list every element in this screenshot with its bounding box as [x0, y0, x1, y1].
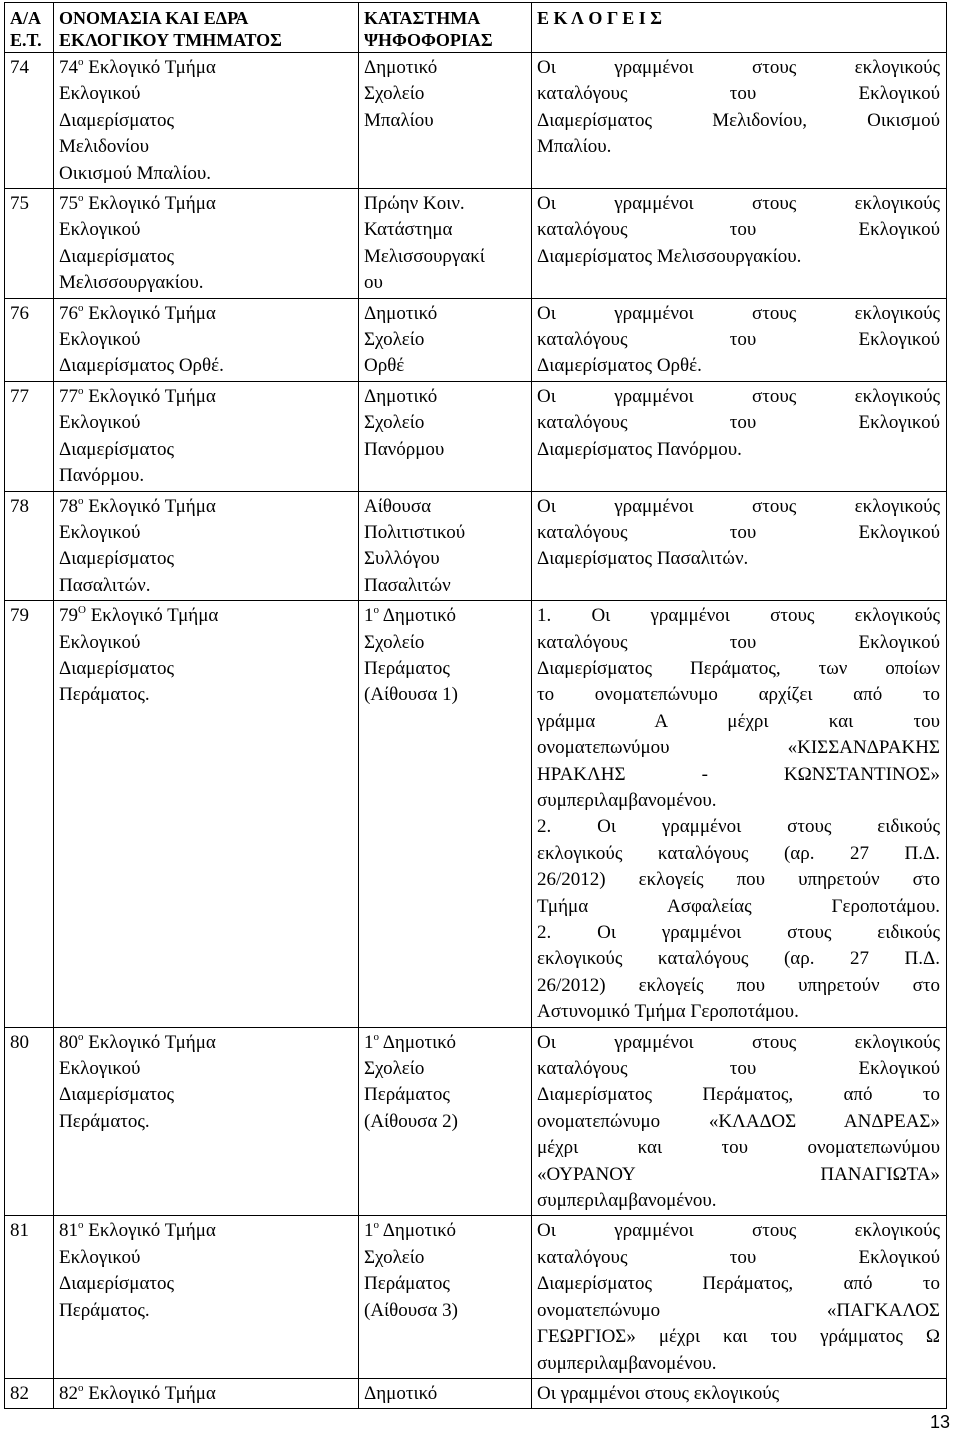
voters-description-line: Τμήμα Ασφαλείας Γεροποτάμου.: [537, 895, 940, 917]
voters-description-line: καταλόγους του Εκλογικού: [537, 631, 940, 653]
voters-description-line: Διαμερίσματος Μελισσουργακίου.: [537, 245, 802, 267]
polling-place-line: Σχολείο: [364, 631, 425, 653]
voters-description: [532, 189, 947, 299]
voters-description-line: Οι γραμμένοι στους εκλογικούς: [537, 1220, 940, 1242]
voters-description-line: το ονοματεπώνυμο αρχίζει από το: [537, 684, 940, 706]
section-name-line: Πασαλιτών.: [59, 574, 151, 596]
voters-description-line: ονοματεπωνύμου «ΚΙΣΣΑΝΔΡΑΚΗΣ: [537, 737, 940, 759]
section-name-line: Διαμερίσματος: [59, 657, 175, 679]
section-name: [54, 491, 359, 601]
table-row: [5, 53, 947, 189]
voters-description-line: καταλόγους του Εκλογικού: [537, 1246, 940, 1268]
polling-place: [359, 53, 532, 189]
polling-place: [359, 1027, 532, 1216]
section-name: [54, 1378, 359, 1408]
polling-place-line: Περάματος: [364, 657, 450, 679]
voters-description: [532, 53, 947, 189]
voters-description-line: καταλόγους του Εκλογικού: [537, 329, 940, 351]
polling-place-line: Ορθέ: [364, 355, 405, 377]
section-name-line: Εκλογικού: [59, 329, 141, 351]
section-name-line: $80^o$ Εκλογικό Τμήμα: [59, 1030, 216, 1053]
header-store: ΚΑΤΑΣΤΗΜΑ ΨΗΦΟΦΟΡΙΑΣ: [359, 3, 532, 53]
section-name-line: $82^o$ Εκλογικό Τμήμα: [59, 1381, 216, 1404]
voters-description-line: καταλόγους του Εκλογικού: [537, 412, 940, 434]
voters-description-line: Οι γραμμένοι στους εκλογικούς: [537, 1031, 940, 1053]
polling-place: [359, 1216, 532, 1378]
section-name-line: Διαμερίσματος: [59, 109, 175, 131]
polling-place-line: Δημοτικό: [364, 385, 438, 407]
voters-description-line: Αστυνομικό Τμήμα Γεροποτάμου.: [537, 1001, 799, 1023]
section-name-line: $75^o$ Εκλογικό Τμήμα: [59, 192, 216, 215]
polling-place-line: (Αίθουσα 2): [364, 1110, 458, 1132]
voters-description-line: Οι γραμμένοι στους εκλογικούς: [537, 495, 940, 517]
voters-description-line: 1. Οι γραμμένοι στους εκλογικούς: [537, 605, 940, 627]
section-name-line: Πανόρμου.: [59, 465, 145, 487]
section-name-line: Εκλογικού: [59, 219, 141, 241]
section-name-line: Διαμερίσματος Ορθέ.: [59, 355, 224, 377]
polling-place-line: Συλλόγου: [364, 548, 440, 570]
voters-description: [532, 491, 947, 601]
table-row: [5, 1378, 947, 1408]
section-name-line: Διαμερίσματος: [59, 245, 175, 267]
voters-description: [532, 381, 947, 491]
polling-place: [359, 1378, 532, 1408]
voters-description: [532, 1378, 947, 1408]
section-name-line: Περάματος.: [59, 684, 150, 706]
section-number: 79: [5, 601, 54, 1028]
section-number: 82: [5, 1378, 54, 1408]
voters-description-line: Διαμερίσματος Πασαλιτών.: [537, 548, 749, 570]
voters-description-line: ονοματεπώνυμο «ΚΛΑΔΟΣ ΑΝΔΡΕΑΣ»: [537, 1110, 940, 1132]
voters-description-line: καταλόγους του Εκλογικού: [537, 83, 940, 105]
section-number: 74: [5, 53, 54, 189]
table-row: [5, 491, 947, 601]
polling-place-line: Περάματος: [364, 1273, 450, 1295]
section-name-line: Εκλογικού: [59, 1058, 141, 1080]
voters-description: [532, 601, 947, 1028]
polling-place-line: Πασαλιτών: [364, 574, 451, 596]
voters-description-line: Μπαλίου.: [537, 136, 612, 158]
polling-place-line: Δημοτικό: [364, 57, 438, 78]
section-name-line: $81^o$ Εκλογικό Τμήμα: [59, 1219, 216, 1242]
voters-description-line: Οι γραμμένοι στους εκλογικούς: [537, 193, 940, 215]
section-name: [54, 601, 359, 1028]
section-name-line: Εκλογικού: [59, 521, 141, 543]
voters-description-line: μέχρι και του ονοματεπωνύμου: [537, 1137, 940, 1159]
voters-description-line: Οι γραμμένοι στους εκλογικούς: [537, 302, 940, 324]
section-name-line: $76^o$ Εκλογικό Τμήμα: [59, 301, 216, 324]
polling-place-line: ου: [364, 272, 383, 294]
polling-place: [359, 491, 532, 601]
table-row: [5, 381, 947, 491]
voters-description-line: «ΟΥΡΑΝΟΥ ΠΑΝΑΓΙΩΤΑ»: [537, 1163, 940, 1185]
voters-description-line: εκλογικούς καταλόγους (αρ. 27 Π.Δ.: [537, 948, 940, 970]
table-row: [5, 298, 947, 381]
polling-place-line: Αίθουσα: [364, 495, 432, 517]
polling-place-line: Πρώην Κοιν.: [364, 193, 465, 215]
voters-description-line: Διαμερίσματος Πανόρμου.: [537, 438, 742, 460]
header-aa: Α/Α Ε.Τ.: [5, 3, 54, 53]
section-name: [54, 53, 359, 189]
section-number: 80: [5, 1027, 54, 1216]
polling-place-line: $1^o$ Δημοτικό: [364, 1219, 456, 1242]
section-name: [54, 189, 359, 299]
table-body: [5, 53, 947, 1409]
table-header-row: [5, 3, 947, 53]
voters-description-line: Διαμερίσματος Περάματος, από το: [537, 1084, 940, 1106]
polling-place-line: Σχολείο: [364, 329, 425, 351]
voters-description-line: 26/2012) εκλογείς που υπηρετούν στο: [537, 974, 940, 996]
voters-description-line: Διαμερίσματος Περάματος, των οποίων: [537, 657, 940, 679]
polling-place-line: (Αίθουσα 3): [364, 1299, 458, 1321]
section-name-line: Εκλογικού: [59, 631, 141, 653]
section-number: 81: [5, 1216, 54, 1378]
polling-place-line: Μελισσουργακί: [364, 245, 485, 267]
voters-description-line: 2. Οι γραμμένοι στους ειδικούς: [537, 922, 940, 943]
voters-description-line: ΗΡΑΚΛΗΣ - ΚΩΝΣΤΑΝΤΙΝΟΣ»: [537, 763, 940, 785]
section-name-line: Διαμερίσματος: [59, 1273, 175, 1295]
voters-description-line: ΓΕΩΡΓΙΟΣ» μέχρι και του γράμματος Ω: [537, 1326, 940, 1348]
polling-place-line: Περάματος: [364, 1084, 450, 1106]
section-name-line: Μελισσουργακίου.: [59, 272, 204, 294]
section-name-line: Περάματος.: [59, 1299, 150, 1321]
voters-description-line: Οι γραμμένοι στους εκλογικούς: [537, 57, 940, 78]
polling-place-line: Σχολείο: [364, 83, 425, 105]
section-name: [54, 1216, 359, 1378]
section-name-line: $77^o$ Εκλογικό Τμήμα: [59, 384, 216, 407]
section-name: [54, 381, 359, 491]
polling-place-line: Μπαλίου: [364, 109, 434, 131]
polling-place-line: $1^o$ Δημοτικό: [364, 604, 456, 627]
section-name-line: Εκλογικού: [59, 412, 141, 434]
polling-place: [359, 381, 532, 491]
section-name-line: $79^O$ Εκλογικό Τμήμα: [59, 604, 219, 627]
voters-description: [532, 298, 947, 381]
voters-description-line: Διαμερίσματος Ορθέ.: [537, 355, 702, 377]
table-row: [5, 601, 947, 1028]
polling-place-line: Κατάστημα: [364, 219, 453, 241]
section-name-line: Μελιδονίου: [59, 136, 150, 158]
polling-place-line: Σχολείο: [364, 412, 425, 434]
election-sections-table: [4, 2, 947, 1409]
section-number: 78: [5, 491, 54, 601]
voters-description-line: καταλόγους του Εκλογικού: [537, 521, 940, 543]
section-name-line: Διαμερίσματος: [59, 548, 175, 570]
voters-description-line: Οι γραμμένοι στους εκλογικούς: [537, 1382, 780, 1404]
section-name: [54, 298, 359, 381]
section-name-line: Περάματος.: [59, 1110, 150, 1132]
section-name-line: Οικισμού Μπαλίου.: [59, 162, 212, 184]
polling-place-line: Δημοτικό: [364, 1382, 438, 1404]
voters-description-line: γράμμα Α μέχρι και του: [537, 710, 940, 732]
voters-description-line: Οι γραμμένοι στους εκλογικούς: [537, 385, 940, 407]
section-number: 76: [5, 298, 54, 381]
section-name: [54, 1027, 359, 1216]
section-name-line: $78^o$ Εκλογικό Τμήμα: [59, 494, 216, 517]
polling-place-line: Πανόρμου: [364, 438, 445, 460]
voters-description: [532, 1216, 947, 1378]
voters-description-line: συμπεριλαμβανομένου.: [537, 789, 717, 811]
table-row: [5, 1027, 947, 1216]
page-number: 13: [929, 1412, 950, 1432]
voters-description-line: Διαμερίσματος Μελιδονίου, Οικισμού: [537, 109, 940, 131]
voters-description-line: εκλογικούς καταλόγους (αρ. 27 Π.Δ.: [537, 842, 940, 864]
section-name-line: Διαμερίσματος: [59, 438, 175, 460]
polling-place-line: Πολιτιστικού: [364, 521, 466, 543]
polling-place: [359, 298, 532, 381]
section-name-line: Εκλογικού: [59, 83, 141, 105]
section-number: 77: [5, 381, 54, 491]
voters-description-line: Διαμερίσματος Περάματος, από το: [537, 1273, 940, 1295]
voters-description-line: ονοματεπώνυμο «ΠΑΓΚΑΛΟΣ: [537, 1299, 940, 1321]
section-name-line: Εκλογικού: [59, 1246, 141, 1268]
table-row: [5, 189, 947, 299]
header-voters: Ε Κ Λ Ο Γ Ε Ι Σ: [532, 3, 947, 53]
header-name: ΟΝΟΜΑΣΙΑ ΚΑΙ ΕΔΡΑ ΕΚΛΟΓΙΚΟΥ ΤΜΗΜΑΤΟΣ: [54, 3, 359, 53]
section-name-line: $74^o$ Εκλογικό Τμήμα: [59, 56, 216, 78]
polling-place-line: Σχολείο: [364, 1246, 425, 1268]
polling-place: [359, 601, 532, 1028]
voters-description-line: συμπεριλαμβανομένου.: [537, 1352, 717, 1374]
polling-place-line: Δημοτικό: [364, 302, 438, 324]
polling-place: [359, 189, 532, 299]
voters-description-line: 26/2012) εκλογείς που υπηρετούν στο: [537, 869, 940, 891]
voters-description-line: 2. Οι γραμμένοι στους ειδικούς: [537, 816, 940, 838]
table-row: [5, 1216, 947, 1378]
polling-place-line: $1^o$ Δημοτικό: [364, 1030, 456, 1053]
polling-place-line: Σχολείο: [364, 1058, 425, 1080]
voters-description-line: καταλόγους του Εκλογικού: [537, 219, 940, 241]
voters-description: [532, 1027, 947, 1216]
section-number: 75: [5, 189, 54, 299]
polling-place-line: (Αίθουσα 1): [364, 684, 458, 706]
section-name-line: Διαμερίσματος: [59, 1084, 175, 1106]
voters-description-line: συμπεριλαμβανομένου.: [537, 1190, 717, 1212]
voters-description-line: καταλόγους του Εκλογικού: [537, 1058, 940, 1080]
